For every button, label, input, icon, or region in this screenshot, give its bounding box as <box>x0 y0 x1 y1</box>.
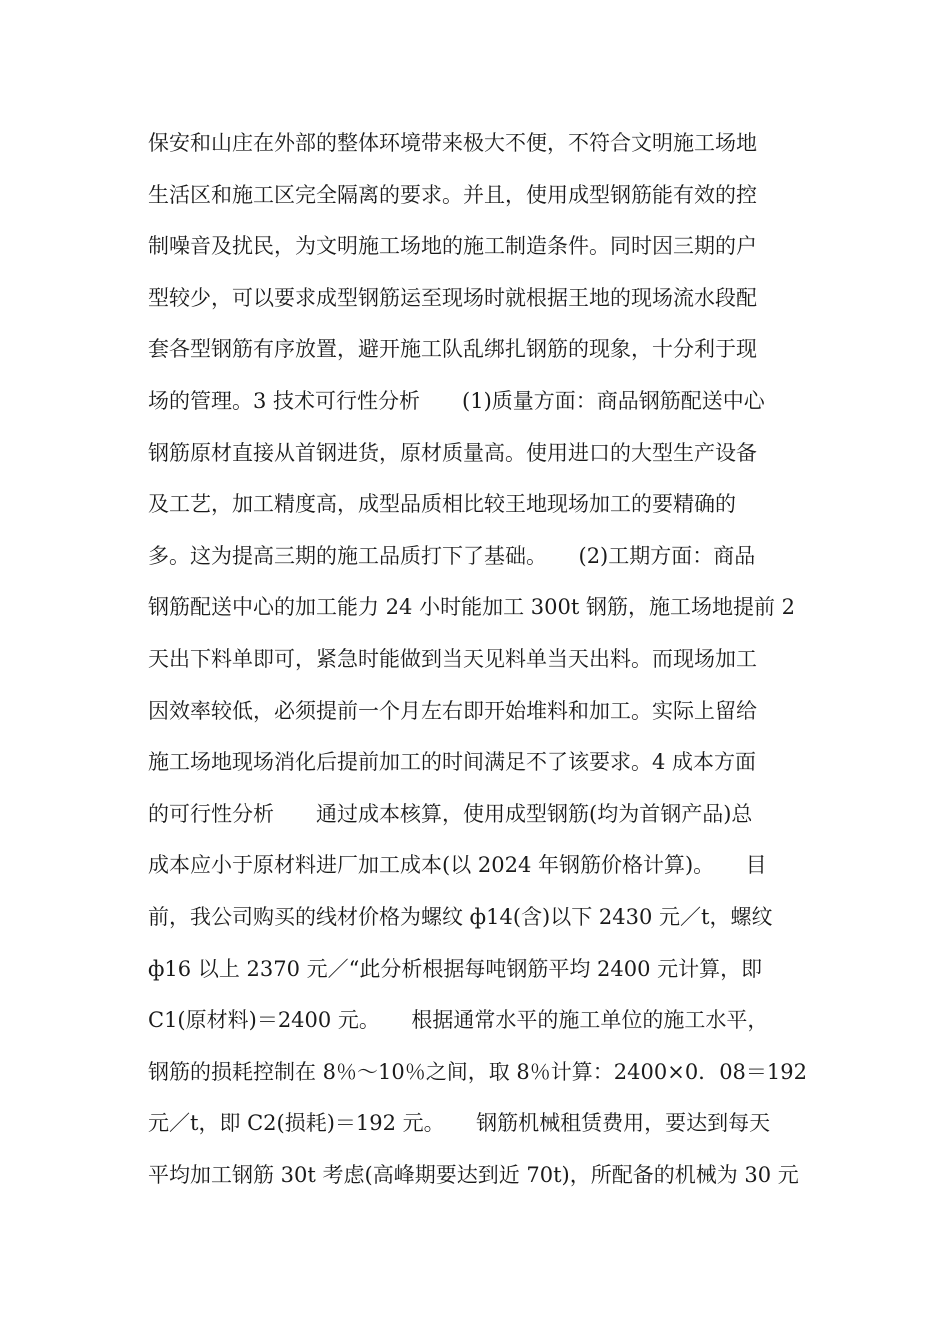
text-line: 成本应小于原材料进厂加工成本(以 2024 年钢筋价格计算)。 目 <box>148 853 767 878</box>
text-line: 套各型钢筋有序放置，避开施工队乱绑扎钢筋的现象，十分利于现 <box>148 337 757 362</box>
text-line: 多。这为提高三期的施工品质打下了基础。 (2)工期方面：商品 <box>148 543 756 568</box>
text-line: 制噪音及扰民，为文明施工场地的施工制造条件。同时因三期的户 <box>148 234 757 259</box>
text-line: 的可行性分析 通过成本核算，使用成型钢筋(均为首钢产品)总 <box>148 801 753 826</box>
text-line: 场的管理。3 技术可行性分析 (1)质量方面：商品钢筋配送中心 <box>148 388 765 413</box>
text-line: 因效率较低，必须提前一个月左右即开始堆料和加工。实际上留给 <box>148 698 757 723</box>
text-line: 钢筋原材直接从首钢进货，原材质量高。使用进口的大型生产设备 <box>148 440 757 465</box>
text-line: 元／t，即 C2(损耗)＝192 元。 钢筋机械租赁费用，要达到每天 <box>148 1111 771 1136</box>
text-line: 天出下料单即可，紧急时能做到当天见料单当天出料。而现场加工 <box>148 646 757 671</box>
text-line: 型较少，可以要求成型钢筋运至现场时就根据王地的现场流水段配 <box>148 285 757 310</box>
text-line: 钢筋的损耗控制在 8％～10％之间，取 8％计算：2400×0．08＝192 <box>148 1059 807 1084</box>
text-line: 前，我公司购买的线材价格为螺纹 ф14(含)以下 2430 元／t，螺纹 <box>148 904 773 929</box>
text-line: 钢筋配送中心的加工能力 24 小时能加工 300t 钢筋，施工场地提前 2 <box>148 595 795 620</box>
text-line: ф16 以上 2370 元／“此分析根据每吨钢筋平均 2400 元计算，即 <box>148 956 763 981</box>
text-line: 保安和山庄在外部的整体环境带来极大不便，不符合文明施工场地 <box>148 131 757 155</box>
text-line: 施工场地现场消化后提前加工的时间满足不了该要求。4 成本方面 <box>148 750 757 775</box>
text-line: 平均加工钢筋 30t 考虑(高峰期要达到近 70t)，所配备的机械为 30 元 <box>148 1162 799 1187</box>
text-line: C1(原材料)＝2400 元。 根据通常水平的施工单位的施工水平， <box>148 1008 769 1033</box>
text-line: 生活区和施工区完全隔离的要求。并且，使用成型钢筋能有效的控 <box>148 182 757 207</box>
text-line: 及工艺，加工精度高，成型品质相比较王地现场加工的要精确的 <box>148 492 736 517</box>
body-text <box>148 118 808 1201</box>
